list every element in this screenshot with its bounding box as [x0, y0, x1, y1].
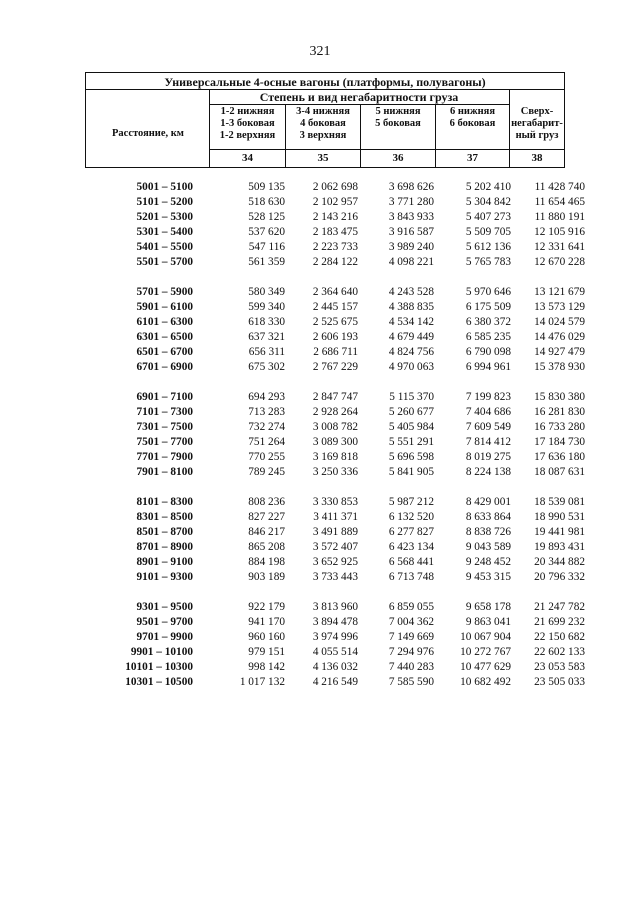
value-col-34: 884 198 [248, 556, 285, 568]
table-row [0, 285, 640, 300]
value-col-36: 6 859 055 [388, 601, 434, 613]
value-col-36: 3 771 280 [388, 196, 434, 208]
distance-range: 5001 – 5100 [136, 181, 193, 193]
value-col-35: 3 572 407 [312, 541, 358, 553]
value-col-36: 6 568 441 [388, 556, 434, 568]
value-col-38: 15 378 930 [534, 361, 585, 373]
value-col-38: 20 344 882 [534, 556, 585, 568]
distance-range: 8501 – 8700 [136, 526, 193, 538]
value-col-36: 6 132 520 [388, 511, 434, 523]
value-col-36: 4 243 528 [388, 286, 434, 298]
table-row [0, 405, 640, 420]
value-col-35: 3 652 925 [312, 556, 358, 568]
value-col-34: 960 160 [248, 631, 285, 643]
value-col-34: 922 179 [248, 601, 285, 613]
value-col-37: 6 994 961 [465, 361, 511, 373]
value-col-36: 6 277 827 [388, 526, 434, 538]
value-col-37: 9 453 315 [465, 571, 511, 583]
value-col-38: 11 428 740 [534, 181, 585, 193]
value-col-34: 941 170 [248, 616, 285, 628]
value-col-37: 9 863 041 [465, 616, 511, 628]
table-row [0, 675, 640, 690]
value-col-38: 22 602 133 [534, 646, 585, 658]
distance-range: 6501 – 6700 [136, 346, 193, 358]
row-group [0, 390, 640, 480]
value-col-35: 2 062 698 [312, 181, 358, 193]
value-col-36: 4 388 835 [388, 301, 434, 313]
distance-range: 9301 – 9500 [136, 601, 193, 613]
value-col-34: 599 340 [248, 301, 285, 313]
value-col-35: 3 491 889 [312, 526, 358, 538]
value-col-34: 509 135 [248, 181, 285, 193]
table-row [0, 180, 640, 195]
value-col-35: 3 330 853 [312, 496, 358, 508]
value-col-34: 656 311 [248, 346, 285, 358]
value-col-36: 5 987 212 [388, 496, 434, 508]
value-col-34: 518 630 [248, 196, 285, 208]
distance-range: 5701 – 5900 [136, 286, 193, 298]
value-col-34: 998 142 [248, 661, 285, 673]
value-col-35: 2 143 216 [312, 211, 358, 223]
value-col-37: 7 814 412 [465, 436, 511, 448]
table-row [0, 225, 640, 240]
value-col-36: 7 294 976 [388, 646, 434, 658]
value-col-38: 12 331 641 [534, 241, 585, 253]
value-col-37: 8 838 726 [465, 526, 511, 538]
value-col-37: 6 790 098 [465, 346, 511, 358]
distance-range: 5101 – 5200 [136, 196, 193, 208]
distance-range: 5301 – 5400 [136, 226, 193, 238]
column-number-36: 36 [392, 152, 404, 164]
value-col-37: 5 304 842 [465, 196, 511, 208]
value-col-36: 5 696 598 [388, 451, 434, 463]
value-col-38: 17 636 180 [534, 451, 585, 463]
value-col-38: 17 184 730 [534, 436, 585, 448]
value-col-38: 18 990 531 [534, 511, 585, 523]
distance-range: 7501 – 7700 [136, 436, 193, 448]
group-header-38: Сверх- негабарит- ный груз [511, 106, 563, 141]
table-row [0, 450, 640, 465]
group-header-34: 1-2 нижняя 1-3 боковая 1-2 верхняя [219, 106, 276, 141]
table-row [0, 240, 640, 255]
column-number-38: 38 [531, 152, 543, 164]
table-row [0, 630, 640, 645]
value-col-36: 6 713 748 [388, 571, 434, 583]
distance-range: 10101 – 10300 [125, 661, 193, 673]
table-row [0, 435, 640, 450]
value-col-35: 3 169 818 [312, 451, 358, 463]
value-col-35: 2 223 733 [312, 241, 358, 253]
table-subtitle: Степень и вид негабаритности груза [259, 90, 459, 104]
distance-range: 7101 – 7300 [136, 406, 193, 418]
table-row [0, 195, 640, 210]
value-col-36: 4 098 221 [388, 256, 434, 268]
page-number: 321 [309, 44, 331, 59]
value-col-35: 2 686 711 [313, 346, 358, 358]
value-col-36: 5 841 905 [388, 466, 434, 478]
value-col-37: 5 202 410 [465, 181, 511, 193]
row-group [0, 495, 640, 585]
value-col-38: 13 121 679 [534, 286, 585, 298]
value-col-35: 2 767 229 [312, 361, 358, 373]
value-col-38: 19 893 431 [534, 541, 585, 553]
table-row [0, 300, 640, 315]
value-col-34: 789 245 [248, 466, 285, 478]
row-group [0, 285, 640, 375]
table-row [0, 330, 640, 345]
value-col-36: 5 115 370 [389, 391, 434, 403]
distance-header: Расстояние, км [112, 128, 184, 139]
value-col-35: 2 445 157 [312, 301, 358, 313]
value-col-37: 10 067 904 [460, 631, 511, 643]
value-col-34: 770 255 [248, 451, 285, 463]
table-row [0, 360, 640, 375]
table-row [0, 555, 640, 570]
table-row [0, 645, 640, 660]
value-col-38: 21 247 782 [534, 601, 585, 613]
value-col-34: 528 125 [248, 211, 285, 223]
distance-range: 6101 – 6300 [136, 316, 193, 328]
value-col-35: 4 136 032 [312, 661, 358, 673]
value-col-36: 4 534 142 [388, 316, 434, 328]
distance-range: 9501 – 9700 [136, 616, 193, 628]
table-row [0, 525, 640, 540]
value-col-35: 3 250 336 [312, 466, 358, 478]
distance-range: 7901 – 8100 [136, 466, 193, 478]
value-col-37: 10 682 492 [460, 676, 511, 688]
distance-range: 9701 – 9900 [136, 631, 193, 643]
table-row [0, 495, 640, 510]
value-col-35: 3 089 300 [312, 436, 358, 448]
value-col-35: 2 525 675 [312, 316, 358, 328]
column-number-35: 35 [317, 152, 329, 164]
table-row [0, 420, 640, 435]
row-group [0, 180, 640, 270]
column-number-34: 34 [242, 152, 253, 164]
value-col-36: 7 440 283 [388, 661, 434, 673]
column-number-37: 37 [467, 152, 478, 164]
value-col-35: 4 216 549 [312, 676, 358, 688]
value-col-37: 8 633 864 [465, 511, 511, 523]
value-col-34: 846 217 [248, 526, 285, 538]
value-col-38: 15 830 380 [534, 391, 585, 403]
value-col-37: 9 043 589 [465, 541, 511, 553]
value-col-37: 8 224 138 [465, 466, 511, 478]
value-col-35: 3 894 478 [312, 616, 358, 628]
group-header-36: 5 нижняя 5 боковая [375, 106, 421, 129]
value-col-38: 12 105 916 [534, 226, 585, 238]
value-col-37: 7 609 549 [465, 421, 511, 433]
value-col-34: 537 620 [248, 226, 285, 238]
table-row [0, 255, 640, 270]
distance-range: 7301 – 7500 [136, 421, 193, 433]
value-col-36: 3 698 626 [388, 181, 434, 193]
value-col-38: 23 505 033 [534, 676, 585, 688]
table-row [0, 600, 640, 615]
value-col-37: 9 658 178 [465, 601, 511, 613]
value-col-34: 694 293 [248, 391, 285, 403]
value-col-38: 12 670 228 [534, 256, 585, 268]
group-header-37: 6 нижняя 6 боковая [449, 106, 496, 129]
value-col-37: 5 509 705 [465, 226, 511, 238]
table-row [0, 570, 640, 585]
value-col-34: 732 274 [248, 421, 285, 433]
value-col-37: 6 175 509 [465, 301, 511, 313]
value-col-34: 580 349 [248, 286, 285, 298]
value-col-36: 4 824 756 [388, 346, 434, 358]
value-col-37: 5 970 646 [465, 286, 511, 298]
value-col-35: 2 284 122 [312, 256, 358, 268]
value-col-35: 2 183 475 [312, 226, 358, 238]
value-col-34: 903 189 [248, 571, 285, 583]
value-col-36: 7 149 669 [388, 631, 434, 643]
value-col-34: 751 264 [248, 436, 285, 448]
table-row [0, 465, 640, 480]
value-col-35: 3 974 996 [312, 631, 358, 643]
value-col-37: 5 407 273 [465, 211, 511, 223]
group-header-35: 3-4 нижняя 4 боковая 3 верхняя [296, 106, 350, 141]
value-col-38: 11 654 465 [534, 196, 585, 208]
value-col-36: 7 585 590 [388, 676, 434, 688]
value-col-36: 5 405 984 [388, 421, 434, 433]
table-row [0, 510, 640, 525]
table-row [0, 660, 640, 675]
value-col-34: 827 227 [248, 511, 285, 523]
value-col-38: 11 880 191 [534, 211, 585, 223]
value-col-35: 3 411 371 [313, 511, 358, 523]
value-col-34: 675 302 [248, 361, 285, 373]
distance-range: 8901 – 9100 [136, 556, 193, 568]
table-row [0, 210, 640, 225]
value-col-34: 637 321 [248, 331, 285, 343]
distance-range: 10301 – 10500 [125, 676, 193, 688]
value-col-37: 5 612 136 [465, 241, 511, 253]
value-col-34: 865 208 [248, 541, 285, 553]
value-col-38: 20 796 332 [534, 571, 585, 583]
value-col-35: 2 928 264 [312, 406, 358, 418]
value-col-37: 9 248 452 [465, 556, 511, 568]
distance-range: 8701 – 8900 [136, 541, 193, 553]
row-group [0, 600, 640, 690]
distance-range: 5901 – 6100 [136, 301, 193, 313]
value-col-36: 5 260 677 [388, 406, 434, 418]
value-col-35: 2 606 193 [312, 331, 358, 343]
distance-range: 9901 – 10100 [130, 646, 193, 658]
value-col-38: 14 476 029 [534, 331, 585, 343]
distance-range: 6901 – 7100 [136, 391, 193, 403]
distance-range: 6701 – 6900 [136, 361, 193, 373]
value-col-34: 979 151 [248, 646, 285, 658]
table-body [0, 180, 640, 705]
distance-range: 7701 – 7900 [136, 451, 193, 463]
table-title: Универсальные 4-осные вагоны (платформы, полувагоны) [164, 75, 486, 89]
value-col-38: 16 281 830 [534, 406, 585, 418]
value-col-34: 618 330 [248, 316, 285, 328]
table-row [0, 390, 640, 405]
value-col-36: 5 551 291 [388, 436, 434, 448]
value-col-34: 547 116 [248, 241, 285, 253]
value-col-34: 808 236 [248, 496, 285, 508]
distance-range: 5501 – 5700 [136, 256, 193, 268]
value-col-37: 10 477 629 [460, 661, 511, 673]
value-col-37: 7 199 823 [465, 391, 511, 403]
value-col-36: 3 989 240 [388, 241, 434, 253]
value-col-35: 2 847 747 [312, 391, 358, 403]
value-col-37: 6 585 235 [465, 331, 511, 343]
value-col-37: 10 272 767 [460, 646, 511, 658]
value-col-38: 13 573 129 [534, 301, 585, 313]
distance-range: 5201 – 5300 [136, 211, 193, 223]
value-col-38: 19 441 981 [534, 526, 585, 538]
value-col-36: 7 004 362 [388, 616, 434, 628]
distance-range: 8101 – 8300 [136, 496, 193, 508]
value-col-35: 3 733 443 [312, 571, 358, 583]
distance-range: 9101 – 9300 [136, 571, 193, 583]
value-col-38: 23 053 583 [534, 661, 585, 673]
value-col-36: 6 423 134 [388, 541, 434, 553]
value-col-36: 4 679 449 [388, 331, 434, 343]
value-col-38: 22 150 682 [534, 631, 585, 643]
value-col-37: 6 380 372 [465, 316, 511, 328]
table-header [85, 72, 565, 168]
value-col-34: 561 359 [248, 256, 285, 268]
value-col-36: 4 970 063 [388, 361, 434, 373]
value-col-35: 3 813 960 [312, 601, 358, 613]
value-col-35: 2 102 957 [312, 196, 358, 208]
value-col-36: 3 843 933 [388, 211, 434, 223]
value-col-38: 21 699 232 [534, 616, 585, 628]
table-row [0, 345, 640, 360]
value-col-34: 1 017 132 [239, 676, 285, 688]
value-col-35: 4 055 514 [312, 646, 358, 658]
value-col-35: 2 364 640 [312, 286, 358, 298]
value-col-38: 18 539 081 [534, 496, 585, 508]
table-row [0, 540, 640, 555]
value-col-37: 7 404 686 [465, 406, 511, 418]
value-col-34: 713 283 [248, 406, 285, 418]
value-col-35: 3 008 782 [312, 421, 358, 433]
value-col-38: 14 927 479 [534, 346, 585, 358]
value-col-36: 3 916 587 [388, 226, 434, 238]
value-col-38: 14 024 579 [534, 316, 585, 328]
value-col-37: 5 765 783 [465, 256, 511, 268]
value-col-38: 16 733 280 [534, 421, 585, 433]
table-row [0, 315, 640, 330]
value-col-37: 8 429 001 [465, 496, 511, 508]
value-col-38: 18 087 631 [534, 466, 585, 478]
distance-range: 6301 – 6500 [136, 331, 193, 343]
value-col-37: 8 019 275 [465, 451, 511, 463]
distance-range: 8301 – 8500 [136, 511, 193, 523]
table-row [0, 615, 640, 630]
distance-range: 5401 – 5500 [136, 241, 193, 253]
